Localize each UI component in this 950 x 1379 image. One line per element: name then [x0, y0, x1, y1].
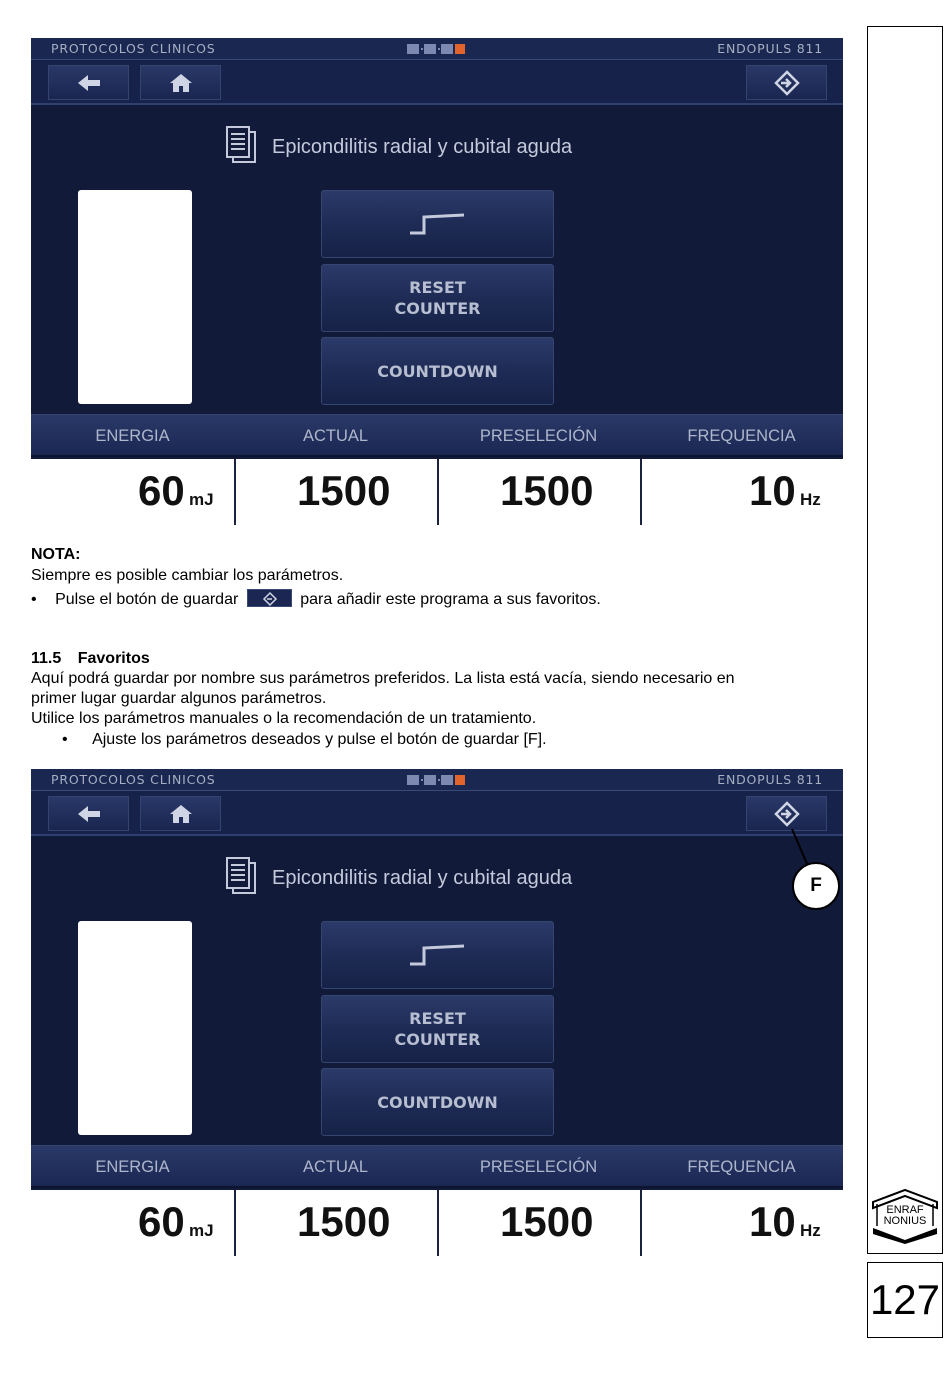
section-heading: [31, 649, 150, 669]
status-bar: [31, 769, 843, 791]
bullet-dot: •: [62, 731, 68, 748]
section-line-3: Utilice los parámetros manuales o la recomendación de un tratamiento.: [31, 710, 537, 727]
param-label-energia: ENERGIA: [95, 1158, 170, 1176]
program-title: Epicondilitis radial y cubital aguda: [272, 867, 573, 889]
preseleccion-value: 1500: [500, 1198, 594, 1245]
energia-value: 60: [138, 1198, 185, 1245]
preseleccion-value-cell[interactable]: [437, 459, 640, 525]
preseleccion-value: 1500: [500, 467, 594, 514]
nav-bar: [31, 60, 843, 105]
section-line-2: primer lugar guardar algunos parámetros.: [31, 690, 327, 707]
back-button[interactable]: [48, 65, 129, 100]
countdown-label: COUNTDOWN: [377, 361, 498, 381]
param-label-actual: ACTUAL: [302, 427, 369, 445]
enraf-nonius-logo: [869, 1188, 941, 1244]
step-waveform-icon: [408, 211, 468, 237]
body-image-panel: [78, 190, 192, 404]
reset-label-line1: RESET: [409, 1009, 466, 1028]
section-title: Favoritos: [77, 650, 150, 667]
header-left-label: PROTOCOLOS CLINICOS: [51, 772, 216, 787]
svg-text:NONIUS: NONIUS: [883, 1215, 927, 1227]
actual-value-cell: [234, 1190, 437, 1256]
parameter-header: [31, 414, 843, 457]
save-favorite-icon: [774, 801, 800, 827]
back-button[interactable]: [48, 796, 129, 831]
save-favorite-button[interactable]: [746, 65, 827, 100]
parameter-values: [31, 1190, 843, 1256]
note-bullet: [31, 589, 601, 610]
countdown-button[interactable]: [321, 1068, 554, 1136]
param-label-actual: ACTUAL: [302, 1158, 369, 1176]
actual-value: 1500: [297, 467, 391, 514]
back-arrow-icon: [76, 805, 102, 823]
nav-bar: [31, 791, 843, 836]
param-label-energia: ENERGIA: [95, 427, 170, 445]
back-arrow-icon: [76, 74, 102, 92]
actual-value-cell: [234, 459, 437, 525]
energia-value-cell[interactable]: [31, 459, 234, 525]
margin-strip: [867, 26, 943, 1254]
energia-unit: mJ: [189, 1221, 214, 1240]
note-heading: NOTA:: [31, 546, 81, 563]
frequencia-value-cell[interactable]: [640, 459, 843, 525]
section-bullet: [62, 730, 547, 750]
header-right-label: ENDOPULS 811: [717, 41, 823, 56]
body-image-panel: [78, 921, 192, 1135]
actual-value: 1500: [297, 1198, 391, 1245]
inline-save-icon: [247, 589, 292, 607]
param-label-preseleccion: PRESELECIÓN: [479, 427, 598, 445]
page-number: 127: [867, 1262, 943, 1338]
callout-marker-f: F: [792, 862, 840, 910]
energia-value: 60: [138, 467, 185, 514]
section-line-1: Aquí podrá guardar por nombre sus parámetros preferidos. La lista está vacía, siendo necesario en: [31, 670, 735, 687]
note-bullet-before: Pulse el botón de guardar: [55, 591, 239, 608]
device-screen-1: [31, 38, 843, 525]
program-title-row: [31, 123, 843, 167]
frequencia-value: 10: [749, 467, 796, 514]
home-button[interactable]: [140, 65, 221, 100]
program-title-row: [31, 854, 843, 898]
save-favorite-button[interactable]: [746, 796, 827, 831]
reset-label-line1: RESET: [409, 278, 466, 297]
reset-label-line2: COUNTER: [394, 1030, 481, 1049]
save-favorite-icon: [774, 70, 800, 96]
battery-indicator-icon: [407, 774, 467, 786]
waveform-button[interactable]: [321, 190, 554, 258]
frequencia-value: 10: [749, 1198, 796, 1245]
energia-value-cell[interactable]: [31, 1190, 234, 1256]
document-icon: [224, 125, 258, 165]
status-bar: [31, 38, 843, 60]
preseleccion-value-cell[interactable]: [437, 1190, 640, 1256]
note-line: Siempre es posible cambiar los parámetros.: [31, 567, 344, 584]
countdown-button[interactable]: [321, 337, 554, 405]
battery-indicator-icon: [407, 43, 467, 55]
svg-text:ENRAF: ENRAF: [886, 1204, 924, 1216]
section-number: 11.5: [31, 650, 62, 667]
header-left-label: PROTOCOLOS CLINICOS: [51, 41, 216, 56]
header-right-label: ENDOPULS 811: [717, 772, 823, 787]
frequencia-value-cell[interactable]: [640, 1190, 843, 1256]
param-label-preseleccion: PRESELECIÓN: [479, 1158, 598, 1176]
param-label-frequencia: FREQUENCIA: [687, 427, 796, 445]
home-icon: [169, 73, 193, 93]
home-icon: [169, 804, 193, 824]
energia-unit: mJ: [189, 490, 214, 509]
device-screen-2: [31, 769, 843, 1256]
parameter-header: [31, 1145, 843, 1188]
parameter-values: [31, 459, 843, 525]
reset-label-line2: COUNTER: [394, 299, 481, 318]
frequencia-unit: Hz: [800, 490, 821, 509]
step-waveform-icon: [408, 942, 468, 968]
note-bullet-after: para añadir este programa a sus favoritos.: [300, 591, 601, 608]
section-bullet-text: Ajuste los parámetros deseados y pulse el botón de guardar [F].: [92, 731, 547, 748]
reset-counter-button[interactable]: [321, 264, 554, 332]
frequencia-unit: Hz: [800, 1221, 821, 1240]
reset-counter-button[interactable]: [321, 995, 554, 1063]
param-label-frequencia: FREQUENCIA: [687, 1158, 796, 1176]
bullet-dot: •: [31, 591, 37, 608]
countdown-label: COUNTDOWN: [377, 1092, 498, 1112]
program-title: Epicondilitis radial y cubital aguda: [272, 136, 573, 158]
waveform-button[interactable]: [321, 921, 554, 989]
document-icon: [224, 856, 258, 896]
home-button[interactable]: [140, 796, 221, 831]
